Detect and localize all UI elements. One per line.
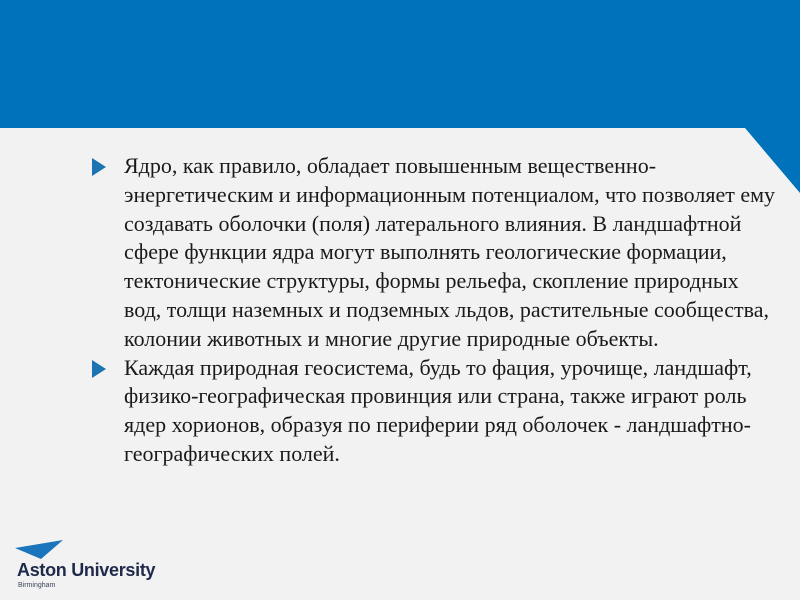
bullet-item: [88, 354, 778, 469]
aston-triangle-logo: [15, 538, 65, 560]
aston-university-logo: [15, 538, 156, 593]
triangle-bullet-icon: [92, 360, 106, 378]
bullet-text: Ядро, как правило, обладает повышенным вещественно-энергетическим и информационным потенциалом, что позволяет ему создавать оболочки (поля) латерального влияния. В ландшафтной сфере функции ядра могут выполнять геологические формации, тектонические структуры, формы рельефа, скопление природных вод, толщи наземных и подземных льдов, растительные сообщества, колонии животных и многие другие природные объекты.: [124, 153, 776, 351]
logo-city: Birmingham: [18, 582, 56, 589]
bullet-item: [88, 152, 778, 354]
slide-content: [88, 152, 778, 469]
bullet-text: Каждая природная геосистема, будь то фация, урочище, ландшафт, физико-географическая провинция или страна, также играют роль ядер хорионов, образуя по периферии ряд оболочек - ландшафтно-географических полей.: [124, 354, 752, 466]
triangle-bullet-icon: [92, 158, 106, 176]
logo-name: Aston University: [17, 560, 156, 580]
